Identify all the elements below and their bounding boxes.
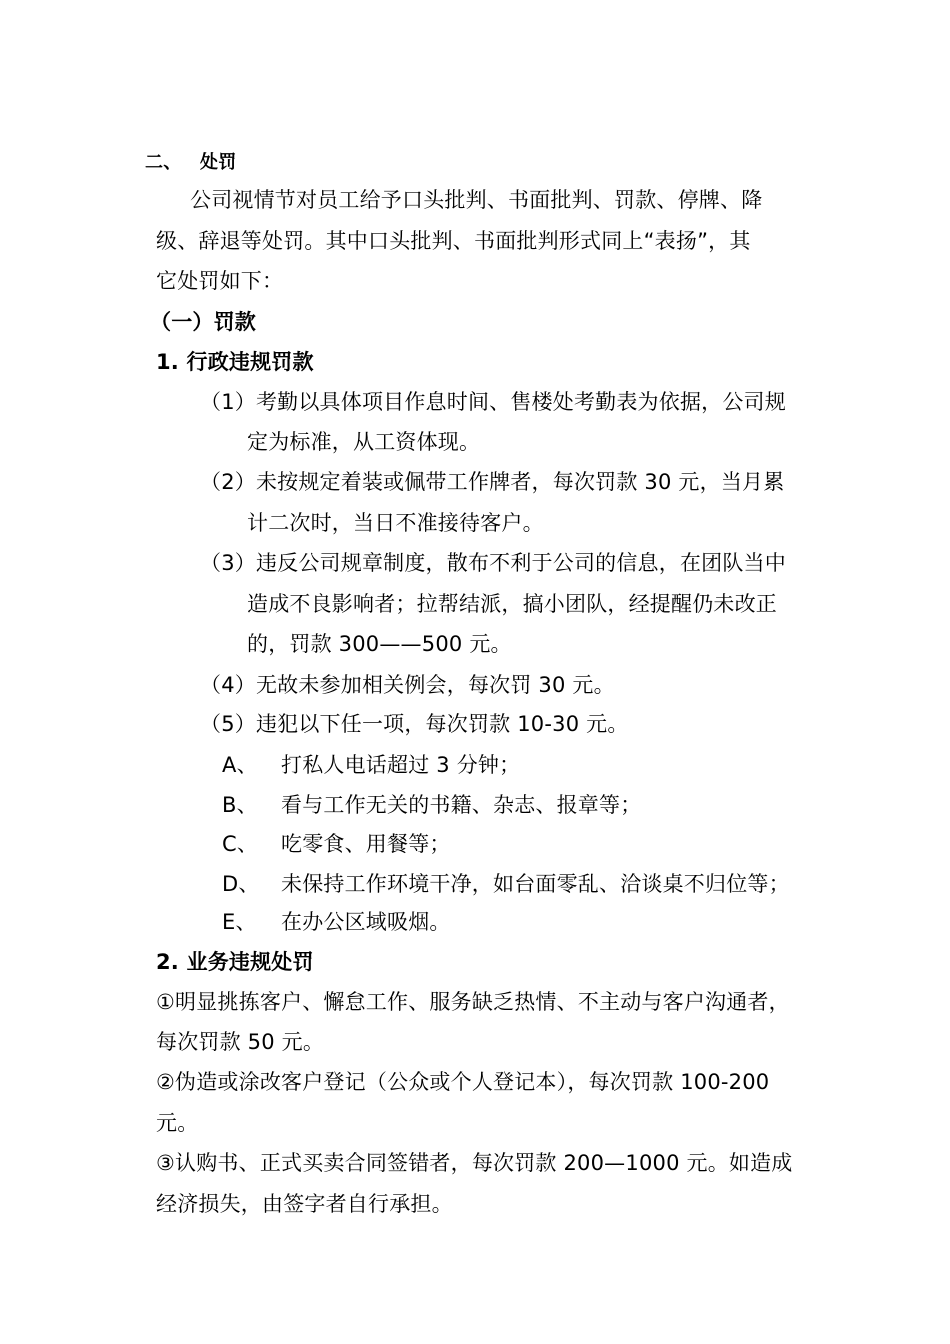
admin-item-3-line-1: （3）违反公司规章制度，散布不利于公司的信息，在团队当中 [200,551,786,575]
admin-item-2-line-1: （2）未按规定着装或佩带工作牌者，每次罚款 30 元，当月累 [200,470,785,494]
admin-item-1-line-2: 定为标准，从工资体现。 [247,430,481,454]
business-heading: 2. 业务违规处罚 [156,950,314,974]
sub-heading-fines: （一）罚款 [150,310,256,334]
business-item-2-line-1: ②伪造或涂改客户登记（公众或个人登记本），每次罚款 100-200 [156,1070,770,1094]
admin-item-1-line-1: （1）考勤以具体项目作息时间、售楼处考勤表为依据，公司规 [200,390,786,414]
sub-item-d-letter: D、 [222,872,260,896]
admin-item-2-line-2: 计二次时，当日不准接待客户。 [247,511,544,535]
business-item-3-line-2: 经济损失，由签字者自行承担。 [156,1192,453,1216]
sub-item-c-text: 吃零食、用餐等； [281,832,451,856]
admin-item-3-line-2: 造成不良影响者；拉帮结派，搞小团队，经提醒仍未改正 [247,592,777,616]
admin-item-4: （4）无故未参加相关例会，每次罚 30 元。 [200,673,615,697]
business-item-1-line-1: ①明显挑拣客户、懈怠工作、服务缺乏热情、不主动与客户沟通者， [156,990,790,1014]
sub-item-a-text: 打私人电话超过 3 分钟； [281,753,521,777]
sub-item-e-letter: E、 [222,910,257,934]
intro-line-3: 它处罚如下： [156,269,284,293]
intro-line-1: 公司视情节对员工给予口头批判、书面批判、罚款、停牌、降 [190,188,763,212]
sub-item-d-text: 未保持工作环境干净，如台面零乱、洽谈桌不归位等； [281,872,790,896]
admin-item-3-line-3: 的，罚款 300——500 元。 [247,632,512,656]
sub-item-b-letter: B、 [222,793,258,817]
business-item-1-line-2: 每次罚款 50 元。 [156,1030,325,1054]
sub-item-b-text: 看与工作无关的书籍、杂志、报章等； [281,793,642,817]
admin-heading: 1. 行政违规罚款 [156,350,314,374]
sub-item-c-letter: C、 [222,832,259,856]
admin-item-5: （5）违犯以下任一项，每次罚款 10-30 元。 [200,712,629,736]
business-item-3-line-1: ③认购书、正式买卖合同签错者，每次罚款 200—1000 元。如造成 [156,1151,793,1175]
intro-line-2: 级、辞退等处罚。其中口头批判、书面批判形式同上“表扬”，其 [156,229,751,253]
sub-item-e-text: 在办公区域吸烟。 [281,910,451,934]
sub-item-a-letter: A、 [222,753,258,777]
section-number: 二、 [145,152,182,173]
business-item-2-line-2: 元。 [156,1111,199,1135]
section-title: 处罚 [200,152,237,173]
